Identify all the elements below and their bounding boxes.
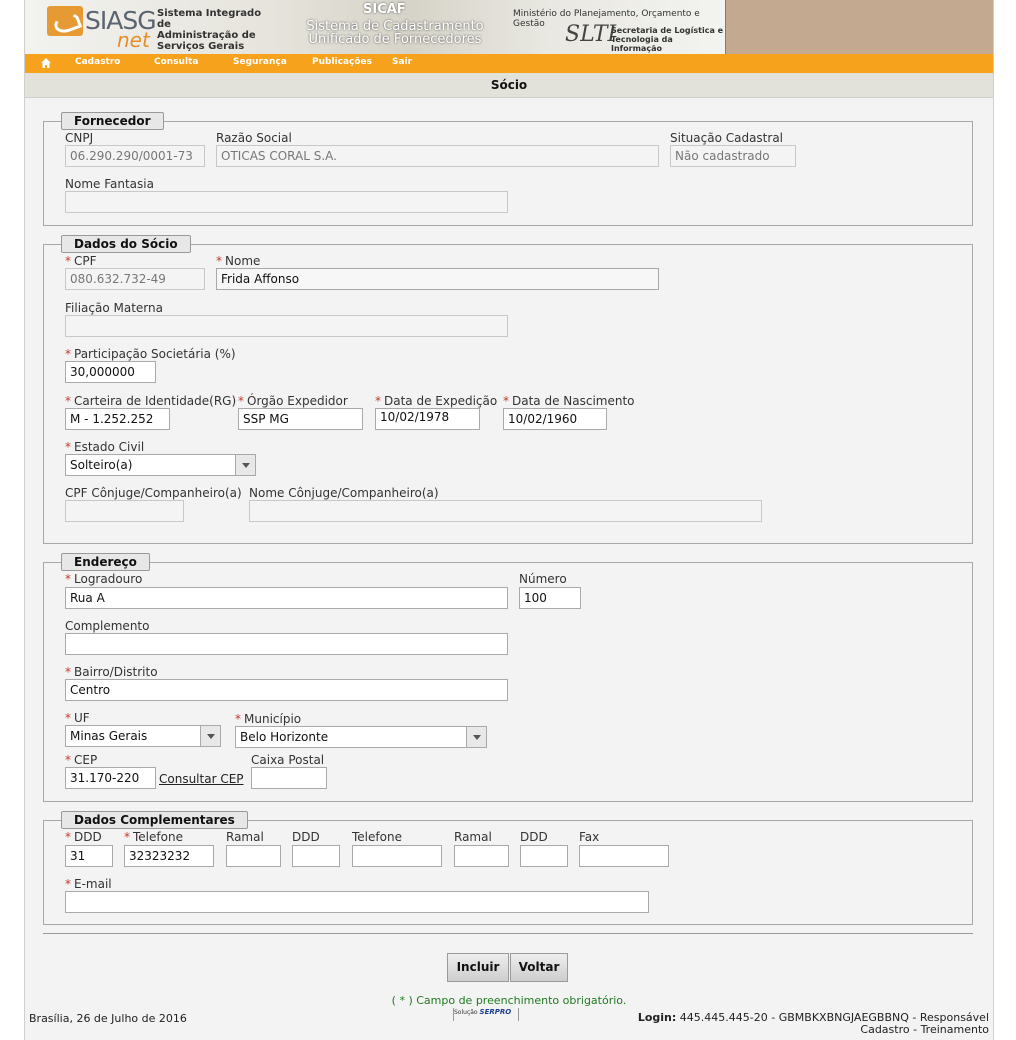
estado-civil-value: Solteiro(a) [70,458,133,472]
cnpj-label: CNPJ [65,131,94,145]
nome-conjuge-label: Nome Cônjuge/Companheiro(a) [249,486,439,500]
nav-sair[interactable]: Sair [392,57,413,67]
serpro-prefix: Solução [454,1009,478,1016]
footer-date: Brasília, 26 de Julho de 2016 [29,1012,187,1025]
chevron-down-icon[interactable] [200,726,220,746]
cpf-field[interactable]: 080.632.732-49 [65,268,205,290]
required-mark: * [375,394,381,408]
data-nascimento-label [503,394,635,408]
ministerio-text: Ministério do Planejamento, Orçamento e Gestão [513,9,700,29]
ddd3-label: DDD [520,830,548,844]
user-info: - GBMBKXBNGJAEGBBNQ - Responsável [771,1011,989,1024]
cep-field[interactable]: 31.170-220 [65,767,156,789]
email-label-text: E-mail [74,877,112,891]
slti-desc-line: Secretaria de Logística e [611,26,724,35]
complementares-legend: Dados Complementares [61,811,248,829]
required-mark: * [65,572,71,586]
nome-label [216,254,260,268]
orgao-label [238,394,348,408]
endereco-legend: Endereço [61,553,150,571]
nome-label-text: Nome [225,254,261,268]
data-expedicao-field[interactable]: 10/02/1978 [375,408,480,430]
telefone-field[interactable]: 32323232 [124,845,214,867]
nome-fantasia-field[interactable] [65,191,508,213]
sicaf-title: SICAF [363,2,406,17]
caixa-postal-label: Caixa Postal [251,753,325,767]
sicaf-sub-line: Sistema de Cadastramento [306,19,484,34]
bairro-label-text: Bairro/Distrito [74,665,158,679]
nav-consulta[interactable]: Consulta [154,57,199,67]
rg-field[interactable]: M - 1.252.252 [65,408,170,430]
email-field[interactable] [65,891,649,913]
ramal-label: Ramal [226,830,264,844]
nome-fantasia-label: Nome Fantasia [65,177,154,191]
ramal2-label: Ramal [454,830,492,844]
page [24,0,994,1040]
rg-label-text: Carteira de Identidade(RG) [74,394,237,408]
incluir-button[interactable]: Incluir [447,953,509,982]
razao-social-field[interactable]: OTICAS CORAL S.A. [216,145,659,167]
telefone2-label: Telefone [352,830,402,844]
participacao-label [65,347,236,361]
sicaf-subtitle [295,20,495,46]
login-value: 445.445.445-20 [679,1011,768,1024]
slti-description [611,26,725,53]
required-mark: * [124,830,130,844]
filiacao-field[interactable] [65,315,508,337]
cnpj-field[interactable]: 06.290.290/0001-73 [65,145,205,167]
fax-field[interactable] [579,845,669,867]
nav-cadastro[interactable]: Cadastro [75,57,121,67]
voltar-button[interactable]: Voltar [510,953,568,982]
cpf-label [65,254,97,268]
email-label [65,877,112,891]
consultar-cep-link[interactable]: Consultar CEP [159,772,244,786]
estado-civil-select[interactable] [65,454,256,476]
required-mark: * [65,347,71,361]
cpf-label-text: CPF [74,254,97,268]
slti-logo: SLTI [565,22,617,47]
divider [43,933,973,934]
required-mark: * [216,254,222,268]
banner-image [25,0,726,54]
data-nascimento-field[interactable]: 10/02/1960 [503,408,607,430]
cep-label [65,753,97,767]
estado-civil-label [65,440,144,454]
cep-label-text: CEP [74,753,98,767]
bairro-field[interactable]: Centro [65,679,508,701]
ddd3-field[interactable] [520,845,568,867]
nome-conjuge-field[interactable] [249,500,762,522]
orgao-label-text: Órgão Expedidor [247,394,348,408]
required-note: ( * ) Campo de preenchimento obrigatório. [391,994,627,1007]
chevron-down-icon[interactable] [466,727,486,747]
municipio-label-text: Município [244,712,302,726]
required-mark: * [65,665,71,679]
filiacao-label: Filiação Materna [65,301,163,315]
required-mark: * [65,394,71,408]
ddd-field[interactable]: 31 [65,845,113,867]
required-mark: * [65,753,71,767]
uf-value: Minas Gerais [70,729,148,743]
telefone-label-text: Telefone [133,830,183,844]
estado-civil-label-text: Estado Civil [74,440,145,454]
siasg-desc-line: Sistema Integrado de [157,8,262,30]
siasg-logo-suffix: net [117,28,150,52]
uf-label-text: UF [74,711,90,725]
ddd-label [65,830,102,844]
telefone-label [124,830,183,844]
ddd2-field[interactable] [292,845,340,867]
required-mark: * [238,394,244,408]
complemento-label: Complemento [65,619,150,633]
ddd2-label: DDD [292,830,320,844]
municipio-label [235,712,301,726]
chevron-down-icon[interactable] [235,455,255,475]
page-title-bar [25,73,993,98]
siasg-logo-text: SIASG [85,6,156,35]
nome-field[interactable]: Frida Affonso [216,268,659,290]
serpro-logo [453,1008,519,1021]
data-nascimento-label-text: Data de Nascimento [512,394,635,408]
siasg-desc-line: Serviços Gerais [157,41,245,52]
required-mark: * [65,440,71,454]
complemento-field[interactable] [65,633,508,655]
logradouro-label [65,572,142,586]
orgao-field[interactable]: SSP MG [238,408,363,430]
uf-select[interactable] [65,725,221,747]
header-banner [25,0,993,54]
municipio-value: Belo Horizonte [240,730,329,744]
required-mark: * [65,254,71,268]
socio-legend: Dados do Sócio [61,235,191,253]
bairro-label [65,665,158,679]
nav-publicacoes[interactable]: Publicações [312,57,373,67]
cpf-conjuge-field[interactable] [65,500,184,522]
ramal-field[interactable] [226,845,281,867]
user-role: Cadastro - Treinamento [860,1023,989,1036]
fax-label: Fax [579,830,600,844]
siasg-description [157,8,267,52]
razao-social-label: Razão Social [216,131,292,145]
slti-desc-line: Tecnologia da Informação [611,35,673,53]
logradouro-field[interactable]: Rua A [65,587,508,609]
municipio-select[interactable] [235,726,487,748]
numero-field[interactable]: 100 [519,587,581,609]
required-mark: * [65,711,71,725]
numero-label: Número [519,572,567,586]
serpro-name: SERPRO [479,1008,512,1016]
login-label: Login: [637,1011,677,1024]
ramal2-field[interactable] [454,845,509,867]
participacao-field[interactable]: 30,000000 [65,361,156,383]
required-mark: * [235,712,241,726]
sicaf-sub-line: Unificado de Fornecedores [308,32,482,47]
situacao-label: Situação Cadastral [670,131,784,145]
data-expedicao-label-text: Data de Expedição [384,394,498,408]
home-icon[interactable] [40,57,52,69]
data-expedicao-label [375,394,497,408]
page-title: Sócio [490,78,528,92]
participacao-label-text: Participação Societária (%) [74,347,236,361]
cpf-conjuge-label: CPF Cônjuge/Companheiro(a) [65,486,242,500]
logradouro-label-text: Logradouro [74,572,143,586]
situacao-field[interactable]: Não cadastrado [670,145,796,167]
required-mark: * [65,830,71,844]
siasg-logo-icon [47,6,83,36]
footer-login [638,1012,989,1036]
siasg-desc-line: Administração de [157,30,256,41]
caixa-postal-field[interactable] [251,767,327,789]
required-mark: * [503,394,509,408]
fornecedor-legend: Fornecedor [61,112,164,130]
rg-label [65,394,236,408]
required-mark: * [65,877,71,891]
main-nav [25,54,993,73]
uf-label [65,711,90,725]
telefone2-field[interactable] [352,845,442,867]
ddd-label-text: DDD [74,830,102,844]
nav-seguranca[interactable]: Segurança [233,57,287,67]
